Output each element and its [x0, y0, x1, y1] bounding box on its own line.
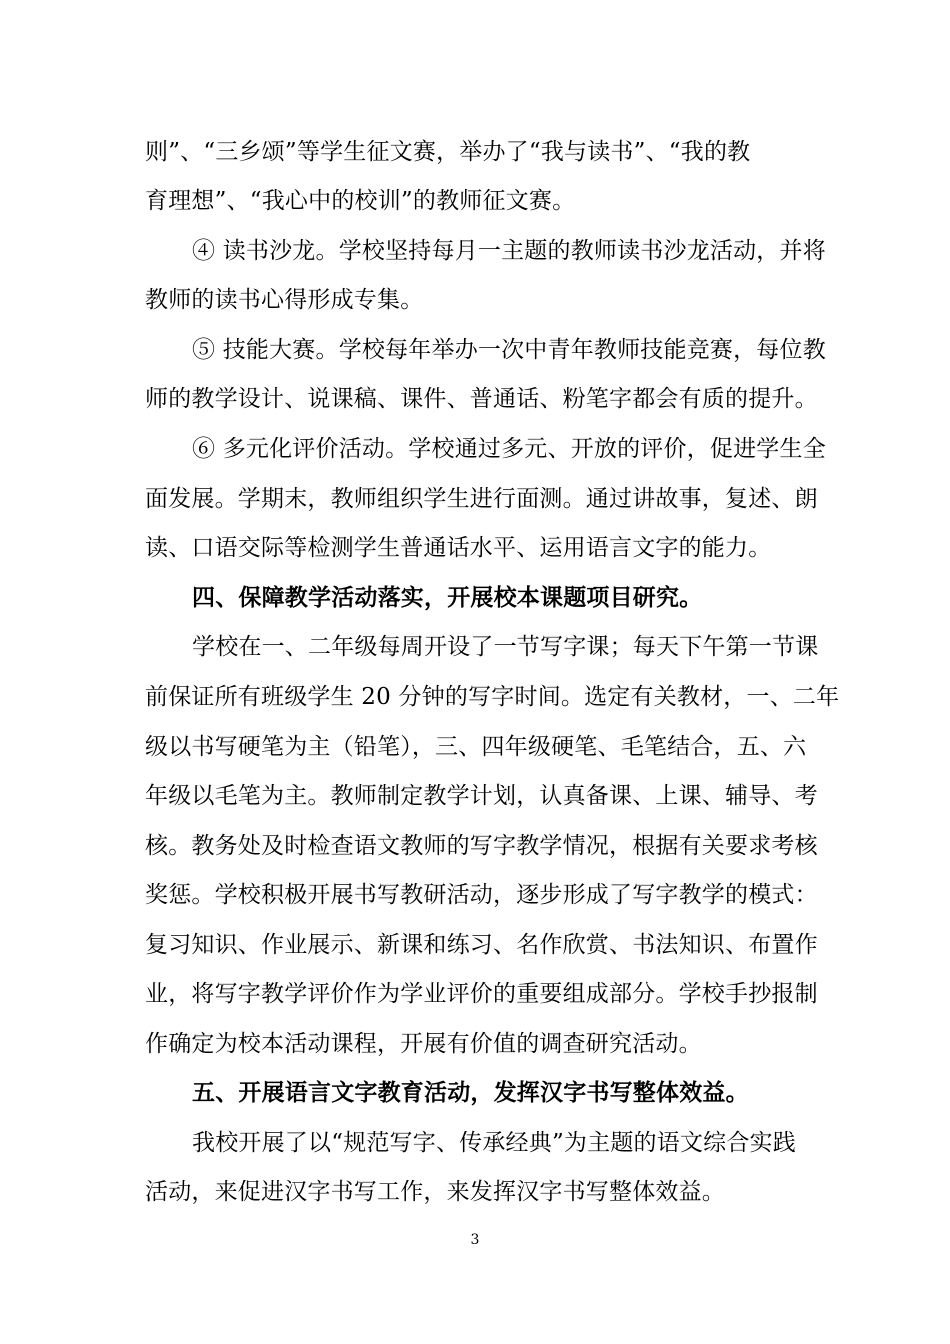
text-line: 学校在一、二年级每周开设了一节写字课；每天下午第一节课 [192, 634, 819, 660]
page-number: 3 [470, 1232, 480, 1248]
text-line: 我校开展了以“规范写字、传承经典”为主题的语文综合实践 [192, 1130, 796, 1156]
text-line: 活动，来促进汉字书写工作，来发挥汉字书写整体效益。 [145, 1179, 725, 1205]
text-line: 复习知识、作业展示、新课和练习、名作欣赏、书法知识、布置作 [145, 932, 818, 958]
section-heading: 四、保障教学活动落实，开展校本课题项目研究。 [192, 584, 703, 611]
text-line: ⑥ 多元化评价活动。学校通过多元、开放的评价，促进学生全 [192, 436, 826, 462]
text-line: 育理想”、“我心中的校训”的教师征文赛。 [145, 188, 576, 214]
text-line: 作确定为校本活动课程，开展有价值的调查研究活动。 [145, 1031, 702, 1057]
text-line: 前保证所有班级学生 20 分钟的写字时间。选定有关教材，一、二年 [145, 684, 840, 710]
text-line: 年级以毛笔为主。教师制定教学计划，认真备课、上课、辅导、考 [145, 783, 818, 809]
text-line: ④ 读书沙龙。学校坚持每月一主题的教师读书沙龙活动，并将 [192, 238, 826, 264]
text-line: 面发展。学期末，教师组织学生进行面测。通过讲故事，复述、朗 [145, 486, 818, 512]
text-line: 读、口语交际等检测学生普通话水平、运用语言文字的能力。 [145, 535, 772, 561]
section-heading: 五、开展语言文字教育活动，发挥汉字书写整体效益。 [192, 1079, 749, 1106]
text-line: 业，将写字教学评价作为学业评价的重要组成部分。学校手抄报制 [145, 981, 818, 1007]
text-line: 则”、“三乡颂”等学生征文赛，举办了“我与读书”、“我的教 [145, 139, 751, 165]
text-line: 师的教学设计、说课稿、课件、普通话、粉笔字都会有质的提升。 [145, 386, 818, 412]
text-line: 核。教务处及时检查语文教师的写字教学情况，根据有关要求考核 [145, 833, 818, 859]
text-line: 教师的读书心得形成专集。 [145, 287, 424, 313]
text-line: ⑤ 技能大赛。学校每年举办一次中青年教师技能竞赛，每位教 [192, 337, 826, 363]
text-line: 奖惩。学校积极开展书写教研活动，逐步形成了写字教学的模式： [145, 882, 818, 908]
text-line: 级以书写硬笔为主（铅笔），三、四年级硬笔、毛笔结合，五、六 [145, 734, 807, 760]
